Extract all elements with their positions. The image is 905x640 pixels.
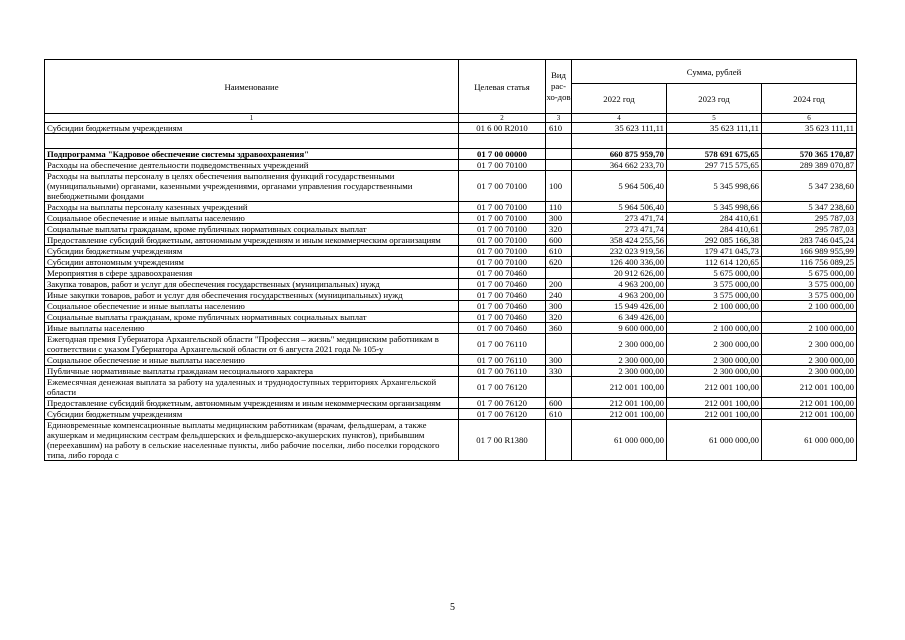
row-name: Субсидии бюджетным учреждениям — [45, 246, 459, 257]
row-sum-2022: 212 001 100,00 — [572, 377, 667, 398]
row-name: Социальное обеспечение и иные выплаты населению — [45, 213, 459, 224]
row-sum-2024: 5 347 238,60 — [762, 171, 857, 202]
row-sum-2023: 212 001 100,00 — [667, 398, 762, 409]
row-sum-2023: 212 001 100,00 — [667, 409, 762, 420]
row-expense-type: 360 — [546, 323, 572, 334]
row-target-article: 01 7 00 00000 — [459, 149, 546, 160]
table-row — [45, 279, 857, 290]
row-expense-type — [546, 160, 572, 171]
table-row — [45, 355, 857, 366]
table-row — [45, 268, 857, 279]
row-sum-2022: 126 400 336,00 — [572, 257, 667, 268]
header-sum: Сумма, рублей — [572, 60, 857, 84]
row-expense-type: 620 — [546, 257, 572, 268]
row-name: Расходы на выплаты персоналу казенных учреждений — [45, 202, 459, 213]
row-expense-type: 300 — [546, 301, 572, 312]
row-sum-2022: 364 662 233,70 — [572, 160, 667, 171]
row-sum-2022: 4 963 200,00 — [572, 279, 667, 290]
row-sum-2024: 212 001 100,00 — [762, 398, 857, 409]
empty-cell — [572, 134, 667, 149]
header-year-2023: 2023 год — [667, 84, 762, 114]
row-sum-2022: 20 912 626,00 — [572, 268, 667, 279]
row-expense-type — [546, 334, 572, 355]
row-sum-2022: 2 300 000,00 — [572, 366, 667, 377]
row-expense-type — [546, 149, 572, 160]
row-sum-2023 — [667, 312, 762, 323]
empty-cell — [762, 134, 857, 149]
row-name: Единовременные компенсационные выплаты медицинским работникам (врачам, фельдшерам, а также акушеркам и медицинским сестрам фельдшерских и фельдшерско-акушерских пунктов), прибывшим (переехавшим) на работу в сельские населенные пункты, либо рабочие поселки, либо поселки городского типа, либо города с — [45, 420, 459, 461]
row-target-article: 01 7 00 R1380 — [459, 420, 546, 461]
table-row — [45, 224, 857, 235]
row-expense-type: 110 — [546, 202, 572, 213]
row-name: Предоставление субсидий бюджетным, автономным учреждениям и иным некоммерческим организациям — [45, 235, 459, 246]
row-name: Расходы на выплаты персоналу в целях обеспечения выполнения функций государственными (муниципальными) органами, казенными учреждениями, органами управления государственными внебюджетными фондами — [45, 171, 459, 202]
row-expense-type: 200 — [546, 279, 572, 290]
row-target-article: 01 7 00 70460 — [459, 279, 546, 290]
empty-cell — [667, 134, 762, 149]
empty-cell — [546, 134, 572, 149]
table-row — [45, 171, 857, 202]
row-target-article: 01 7 00 70100 — [459, 257, 546, 268]
row-expense-type: 320 — [546, 224, 572, 235]
row-expense-type: 240 — [546, 290, 572, 301]
row-sum-2022: 9 600 000,00 — [572, 323, 667, 334]
row-name: Закупка товаров, работ и услуг для обеспечения государственных (муниципальных) нужд — [45, 279, 459, 290]
table-row — [45, 235, 857, 246]
row-sum-2023: 2 100 000,00 — [667, 323, 762, 334]
row-target-article: 01 6 00 R2010 — [459, 123, 546, 134]
row-sum-2023: 2 300 000,00 — [667, 355, 762, 366]
row-sum-2024: 283 746 045,24 — [762, 235, 857, 246]
row-name: Иные закупки товаров, работ и услуг для обеспечения государственных (муниципальных) нужд — [45, 290, 459, 301]
row-sum-2024: 35 623 111,11 — [762, 123, 857, 134]
row-target-article: 01 7 00 70460 — [459, 312, 546, 323]
row-target-article: 01 7 00 70460 — [459, 268, 546, 279]
row-sum-2023: 3 575 000,00 — [667, 279, 762, 290]
row-target-article: 01 7 00 70460 — [459, 301, 546, 312]
table-row — [45, 257, 857, 268]
column-index: 6 — [762, 114, 857, 123]
table-row — [45, 323, 857, 334]
table-row — [45, 334, 857, 355]
row-sum-2024: 212 001 100,00 — [762, 409, 857, 420]
row-sum-2022: 2 300 000,00 — [572, 334, 667, 355]
table-row — [45, 290, 857, 301]
row-sum-2022: 15 949 426,00 — [572, 301, 667, 312]
row-name: Субсидии автономным учреждениям — [45, 257, 459, 268]
column-index: 5 — [667, 114, 762, 123]
row-sum-2023: 2 300 000,00 — [667, 334, 762, 355]
row-target-article: 01 7 00 70100 — [459, 171, 546, 202]
row-sum-2024: 212 001 100,00 — [762, 377, 857, 398]
row-sum-2022: 5 964 506,40 — [572, 202, 667, 213]
header-expense-type: Вид рас-хо-дов — [546, 60, 572, 114]
row-name: Субсидии бюджетным учреждениям — [45, 123, 459, 134]
table-row — [45, 366, 857, 377]
row-name: Социальное обеспечение и иные выплаты населению — [45, 301, 459, 312]
row-target-article: 01 7 00 70100 — [459, 235, 546, 246]
row-name: Социальные выплаты гражданам, кроме публичных нормативных социальных выплат — [45, 312, 459, 323]
row-sum-2022: 5 964 506,40 — [572, 171, 667, 202]
row-sum-2022: 6 349 426,00 — [572, 312, 667, 323]
header-target-article: Целевая статья — [459, 60, 546, 114]
row-sum-2022: 4 963 200,00 — [572, 290, 667, 301]
table-row — [45, 312, 857, 323]
row-target-article: 01 7 00 70100 — [459, 202, 546, 213]
row-sum-2022: 232 023 919,56 — [572, 246, 667, 257]
row-sum-2022: 212 001 100,00 — [572, 409, 667, 420]
row-target-article: 01 7 00 76120 — [459, 377, 546, 398]
row-target-article: 01 7 00 70100 — [459, 224, 546, 235]
row-expense-type — [546, 420, 572, 461]
row-target-article: 01 7 00 76110 — [459, 334, 546, 355]
table-row — [45, 160, 857, 171]
row-sum-2023: 292 085 166,38 — [667, 235, 762, 246]
subprogram-row — [45, 149, 857, 160]
row-name: Ежегодная премия Губернатора Архангельской области "Профессия – жизнь" медицинским работникам в соответствии с указом Губернатора Архангельской области от 6 августа 2021 года № 105-у — [45, 334, 459, 355]
row-expense-type — [546, 377, 572, 398]
row-expense-type: 300 — [546, 355, 572, 366]
row-target-article: 01 7 00 76110 — [459, 366, 546, 377]
table-row — [45, 377, 857, 398]
row-target-article: 01 7 00 76120 — [459, 409, 546, 420]
row-target-article: 01 7 00 70460 — [459, 323, 546, 334]
table-row — [45, 420, 857, 461]
row-sum-2024: 289 389 070,87 — [762, 160, 857, 171]
row-name: Ежемесячная денежная выплата за работу на удаленных и труднодоступных территориях Архангельской области — [45, 377, 459, 398]
row-name: Социальные выплаты гражданам, кроме публичных нормативных социальных выплат — [45, 224, 459, 235]
table-row — [45, 301, 857, 312]
row-name: Расходы на обеспечение деятельности подведомственных учреждений — [45, 160, 459, 171]
row-sum-2023: 3 575 000,00 — [667, 290, 762, 301]
row-name: Публичные нормативные выплаты гражданам несоциального характера — [45, 366, 459, 377]
row-sum-2024: 2 100 000,00 — [762, 301, 857, 312]
budget-table — [44, 59, 857, 461]
table-row — [45, 246, 857, 257]
empty-cell — [459, 134, 546, 149]
row-sum-2023: 297 715 575,65 — [667, 160, 762, 171]
header-year-2022: 2022 год — [572, 84, 667, 114]
row-sum-2024: 2 100 000,00 — [762, 323, 857, 334]
row-sum-2022: 2 300 000,00 — [572, 355, 667, 366]
row-sum-2022: 61 000 000,00 — [572, 420, 667, 461]
row-sum-2024: 3 575 000,00 — [762, 279, 857, 290]
row-target-article: 01 7 00 70100 — [459, 213, 546, 224]
row-sum-2023: 284 410,61 — [667, 213, 762, 224]
row-sum-2024: 295 787,03 — [762, 224, 857, 235]
row-sum-2024: 570 365 170,87 — [762, 149, 857, 160]
row-expense-type: 320 — [546, 312, 572, 323]
row-sum-2023: 2 100 000,00 — [667, 301, 762, 312]
column-index: 4 — [572, 114, 667, 123]
table-row — [45, 202, 857, 213]
row-expense-type: 610 — [546, 123, 572, 134]
table-row — [45, 213, 857, 224]
row-sum-2023: 179 471 045,73 — [667, 246, 762, 257]
row-name: Субсидии бюджетным учреждениям — [45, 409, 459, 420]
row-sum-2023: 35 623 111,11 — [667, 123, 762, 134]
row-expense-type: 610 — [546, 246, 572, 257]
row-sum-2023: 2 300 000,00 — [667, 366, 762, 377]
row-sum-2024: 3 575 000,00 — [762, 290, 857, 301]
row-sum-2024: 295 787,03 — [762, 213, 857, 224]
row-sum-2024: 5 675 000,00 — [762, 268, 857, 279]
header-year-2024: 2024 год — [762, 84, 857, 114]
row-sum-2022: 660 875 959,70 — [572, 149, 667, 160]
row-name: Социальное обеспечение и иные выплаты населению — [45, 355, 459, 366]
row-expense-type — [546, 268, 572, 279]
row-sum-2023: 5 345 998,66 — [667, 202, 762, 213]
empty-cell — [45, 134, 459, 149]
row-expense-type: 330 — [546, 366, 572, 377]
column-index: 3 — [546, 114, 572, 123]
row-target-article: 01 7 00 76120 — [459, 398, 546, 409]
row-sum-2023: 212 001 100,00 — [667, 377, 762, 398]
row-sum-2024: 5 347 238,60 — [762, 202, 857, 213]
row-sum-2022: 273 471,74 — [572, 213, 667, 224]
row-expense-type: 610 — [546, 409, 572, 420]
row-name: Мероприятия в сфере здравоохранения — [45, 268, 459, 279]
spacer-row — [45, 134, 857, 149]
row-target-article: 01 7 00 70100 — [459, 246, 546, 257]
row-expense-type: 600 — [546, 235, 572, 246]
row-sum-2022: 358 424 255,56 — [572, 235, 667, 246]
row-sum-2024: 2 300 000,00 — [762, 366, 857, 377]
row-sum-2022: 212 001 100,00 — [572, 398, 667, 409]
row-expense-type: 600 — [546, 398, 572, 409]
table-row — [45, 398, 857, 409]
row-name: Подпрограмма "Кадровое обеспечение системы здравоохранения" — [45, 149, 459, 160]
row-sum-2022: 273 471,74 — [572, 224, 667, 235]
row-sum-2024: 2 300 000,00 — [762, 355, 857, 366]
table-row — [45, 409, 857, 420]
table-row — [45, 123, 857, 134]
row-sum-2023: 5 345 998,66 — [667, 171, 762, 202]
row-sum-2023: 578 691 675,65 — [667, 149, 762, 160]
row-sum-2024: 61 000 000,00 — [762, 420, 857, 461]
row-sum-2024: 166 989 955,99 — [762, 246, 857, 257]
row-name: Предоставление субсидий бюджетным, автономным учреждениям и иным некоммерческим организациям — [45, 398, 459, 409]
row-sum-2024 — [762, 312, 857, 323]
row-sum-2022: 35 623 111,11 — [572, 123, 667, 134]
column-index: 2 — [459, 114, 546, 123]
header-name: Наименование — [45, 60, 459, 114]
row-expense-type: 300 — [546, 213, 572, 224]
column-index: 1 — [45, 114, 459, 123]
row-name: Иные выплаты населению — [45, 323, 459, 334]
row-target-article: 01 7 00 70100 — [459, 160, 546, 171]
row-target-article: 01 7 00 76110 — [459, 355, 546, 366]
row-sum-2024: 116 756 089,25 — [762, 257, 857, 268]
row-sum-2023: 5 675 000,00 — [667, 268, 762, 279]
row-expense-type: 100 — [546, 171, 572, 202]
row-sum-2024: 2 300 000,00 — [762, 334, 857, 355]
row-target-article: 01 7 00 70460 — [459, 290, 546, 301]
row-sum-2023: 284 410,61 — [667, 224, 762, 235]
page-number: 5 — [450, 602, 455, 613]
row-sum-2023: 112 614 120,65 — [667, 257, 762, 268]
row-sum-2023: 61 000 000,00 — [667, 420, 762, 461]
